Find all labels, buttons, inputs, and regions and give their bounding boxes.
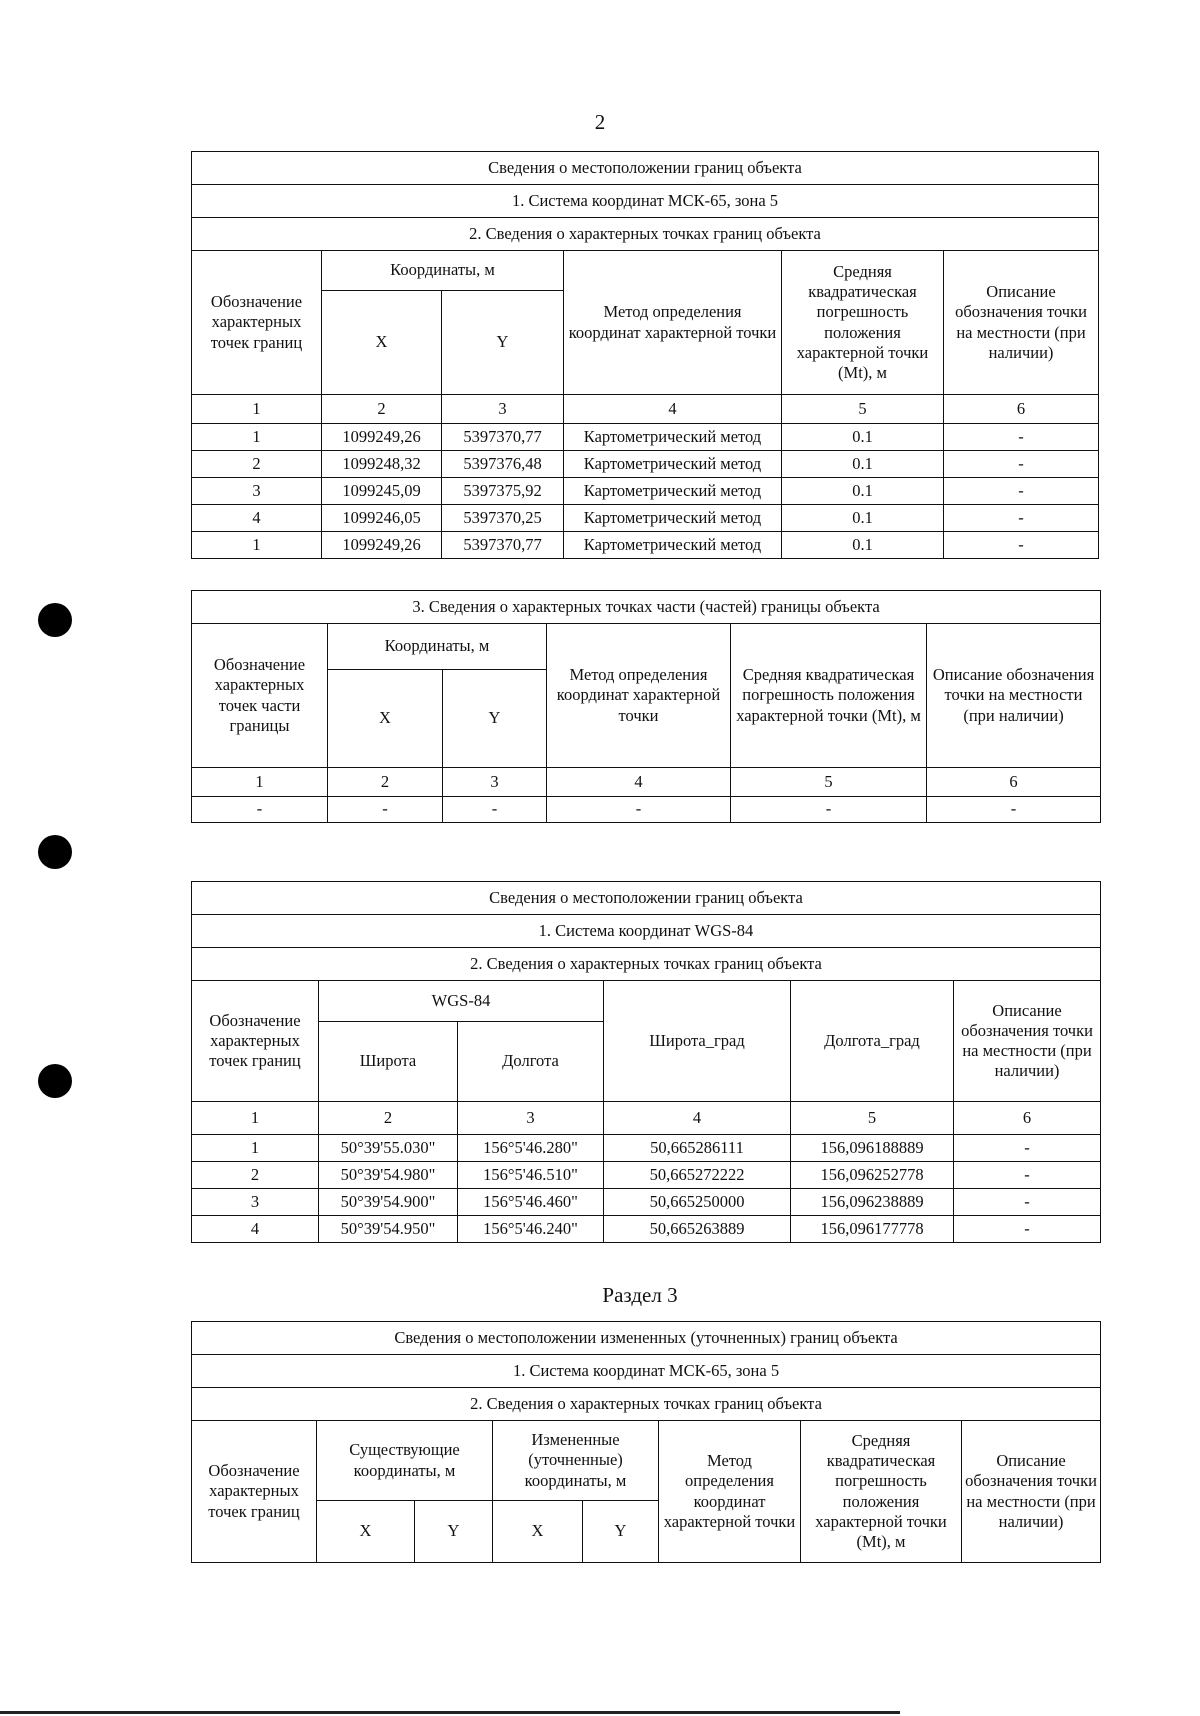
error-value: - — [731, 797, 927, 823]
table-row — [192, 797, 1101, 823]
lon-value: 156°5'46.510" — [458, 1162, 604, 1189]
x-value: 1099245,09 — [322, 478, 442, 505]
column-number: 5 — [791, 1102, 954, 1135]
x-value: - — [328, 797, 443, 823]
header-desc: Описание обозначения точки на местности (при наличии) — [962, 1421, 1101, 1563]
column-number: 6 — [944, 395, 1099, 424]
method-value: Картометрический метод — [564, 532, 782, 559]
lat-value: 50°39'55.030" — [319, 1135, 458, 1162]
page-number: 2 — [594, 110, 606, 134]
y-value: 5397370,77 — [442, 424, 564, 451]
error-value: 0.1 — [782, 424, 944, 451]
column-number: 4 — [604, 1102, 791, 1135]
header-point: Обозначение характерных точек границ — [192, 981, 319, 1102]
y-value: 5397376,48 — [442, 451, 564, 478]
header-y-changed: Y — [583, 1501, 659, 1563]
column-number: 1 — [192, 768, 328, 797]
header-existing-coords: Существующие координаты, м — [317, 1421, 493, 1501]
point-id: 1 — [192, 532, 322, 559]
y-value: 5397370,25 — [442, 505, 564, 532]
method-value: - — [547, 797, 731, 823]
lon-value: 156°5'46.460" — [458, 1189, 604, 1216]
column-number: 1 — [192, 395, 322, 424]
lon-deg-value: 156,096188889 — [791, 1135, 954, 1162]
desc-value: - — [944, 424, 1099, 451]
point-id: - — [192, 797, 328, 823]
column-number: 1 — [192, 1102, 319, 1135]
table-row — [192, 1216, 1101, 1243]
header-x-changed: X — [493, 1501, 583, 1563]
table-row — [192, 1162, 1101, 1189]
column-number: 5 — [731, 768, 927, 797]
header-desc: Описание обозначения точки на местности (при наличии) — [944, 251, 1099, 395]
desc-value: - — [954, 1135, 1101, 1162]
header-x-existing: X — [317, 1501, 415, 1563]
column-number: 3 — [443, 768, 547, 797]
error-value: 0.1 — [782, 478, 944, 505]
column-number: 2 — [319, 1102, 458, 1135]
table-title: Сведения о местоположении измененных (уточненных) границ объекта — [192, 1322, 1101, 1355]
table-row — [192, 505, 1099, 532]
table-row — [192, 532, 1099, 559]
column-number: 6 — [954, 1102, 1101, 1135]
header-lon-deg: Долгота_град — [791, 981, 954, 1102]
table-row — [192, 1189, 1101, 1216]
header-method: Метод определения координат характерной точки — [564, 251, 782, 395]
point-id: 4 — [192, 505, 322, 532]
header-desc: Описание обозначения точки на местности (при наличии) — [927, 624, 1101, 768]
desc-value: - — [927, 797, 1101, 823]
lat-value: 50°39'54.950" — [319, 1216, 458, 1243]
table-title: Сведения о местоположении границ объекта — [192, 152, 1099, 185]
x-value: 1099249,26 — [322, 424, 442, 451]
header-y: Y — [443, 670, 547, 768]
lon-deg-value: 156,096252778 — [791, 1162, 954, 1189]
desc-value: - — [954, 1162, 1101, 1189]
header-error: Средняя квадратическая погрешность положения характерной точки (Mt), м — [731, 624, 927, 768]
table-subtitle: 2. Сведения о характерных точках границ объекта — [192, 218, 1099, 251]
desc-value: - — [944, 532, 1099, 559]
method-value: Картометрический метод — [564, 505, 782, 532]
header-wgs84: WGS-84 — [319, 981, 604, 1022]
header-coords: Координаты, м — [328, 624, 547, 670]
desc-value: - — [954, 1216, 1101, 1243]
changed-boundary-points-table — [191, 1321, 1101, 1563]
table-row — [192, 478, 1099, 505]
punch-hole-mark — [38, 603, 72, 637]
y-value: 5397370,77 — [442, 532, 564, 559]
table-title: 3. Сведения о характерных точках части (частей) границы объекта — [192, 591, 1101, 624]
lat-deg-value: 50,665250000 — [604, 1189, 791, 1216]
header-lat-deg: Широта_град — [604, 981, 791, 1102]
column-number: 5 — [782, 395, 944, 424]
lat-deg-value: 50,665272222 — [604, 1162, 791, 1189]
point-id: 4 — [192, 1216, 319, 1243]
boundary-part-points-table — [191, 590, 1101, 823]
table-row — [192, 424, 1099, 451]
point-id: 2 — [192, 1162, 319, 1189]
punch-hole-mark — [38, 835, 72, 869]
column-number: 2 — [328, 768, 443, 797]
header-coords: Координаты, м — [322, 251, 564, 291]
header-point: Обозначение характерных точек части границы — [192, 624, 328, 768]
lon-value: 156°5'46.240" — [458, 1216, 604, 1243]
section-heading: Раздел 3 — [602, 1283, 678, 1307]
column-number: 4 — [564, 395, 782, 424]
lat-value: 50°39'54.900" — [319, 1189, 458, 1216]
column-number: 6 — [927, 768, 1101, 797]
header-lon: Долгота — [458, 1022, 604, 1102]
header-y-existing: Y — [415, 1501, 493, 1563]
lat-value: 50°39'54.980" — [319, 1162, 458, 1189]
lat-deg-value: 50,665286111 — [604, 1135, 791, 1162]
point-id: 1 — [192, 1135, 319, 1162]
lon-deg-value: 156,096238889 — [791, 1189, 954, 1216]
error-value: 0.1 — [782, 532, 944, 559]
coordinate-system: 1. Система координат МСК-65, зона 5 — [192, 1355, 1101, 1388]
column-number: 2 — [322, 395, 442, 424]
x-value: 1099248,32 — [322, 451, 442, 478]
point-id: 3 — [192, 478, 322, 505]
header-error: Средняя квадратическая погрешность положения характерной точки (Mt), м — [801, 1421, 962, 1563]
table-row — [192, 451, 1099, 478]
table-row — [192, 1135, 1101, 1162]
header-method: Метод определения координат характерной точки — [659, 1421, 801, 1563]
scan-edge-line — [0, 1711, 900, 1714]
table-subtitle: 2. Сведения о характерных точках границ объекта — [192, 948, 1101, 981]
y-value: 5397375,92 — [442, 478, 564, 505]
header-error: Средняя квадратическая погрешность положения характерной точки (Mt), м — [782, 251, 944, 395]
header-changed-coords: Измененные (уточненные) координаты, м — [493, 1421, 659, 1501]
point-id: 2 — [192, 451, 322, 478]
header-method: Метод определения координат характерной точки — [547, 624, 731, 768]
msk65-boundary-points-table — [191, 151, 1099, 559]
column-number: 4 — [547, 768, 731, 797]
lon-deg-value: 156,096177778 — [791, 1216, 954, 1243]
x-value: 1099246,05 — [322, 505, 442, 532]
method-value: Картометрический метод — [564, 478, 782, 505]
lon-value: 156°5'46.280" — [458, 1135, 604, 1162]
x-value: 1099249,26 — [322, 532, 442, 559]
desc-value: - — [944, 505, 1099, 532]
header-lat: Широта — [319, 1022, 458, 1102]
y-value: - — [443, 797, 547, 823]
table-subtitle: 2. Сведения о характерных точках границ объекта — [192, 1388, 1101, 1421]
point-id: 1 — [192, 424, 322, 451]
coordinate-system: 1. Система координат МСК-65, зона 5 — [192, 185, 1099, 218]
column-number: 3 — [442, 395, 564, 424]
table-title: Сведения о местоположении границ объекта — [192, 882, 1101, 915]
point-id: 3 — [192, 1189, 319, 1216]
method-value: Картометрический метод — [564, 451, 782, 478]
desc-value: - — [944, 451, 1099, 478]
column-number: 3 — [458, 1102, 604, 1135]
lat-deg-value: 50,665263889 — [604, 1216, 791, 1243]
header-point: Обозначение характерных точек границ — [192, 1421, 317, 1563]
header-point: Обозначение характерных точек границ — [192, 251, 322, 395]
desc-value: - — [954, 1189, 1101, 1216]
method-value: Картометрический метод — [564, 424, 782, 451]
header-x: X — [328, 670, 443, 768]
wgs84-boundary-points-table — [191, 881, 1101, 1243]
header-desc: Описание обозначения точки на местности (при наличии) — [954, 981, 1101, 1102]
error-value: 0.1 — [782, 451, 944, 478]
punch-hole-mark — [38, 1064, 72, 1098]
header-y: Y — [442, 291, 564, 395]
header-x: X — [322, 291, 442, 395]
error-value: 0.1 — [782, 505, 944, 532]
desc-value: - — [944, 478, 1099, 505]
coordinate-system: 1. Система координат WGS-84 — [192, 915, 1101, 948]
